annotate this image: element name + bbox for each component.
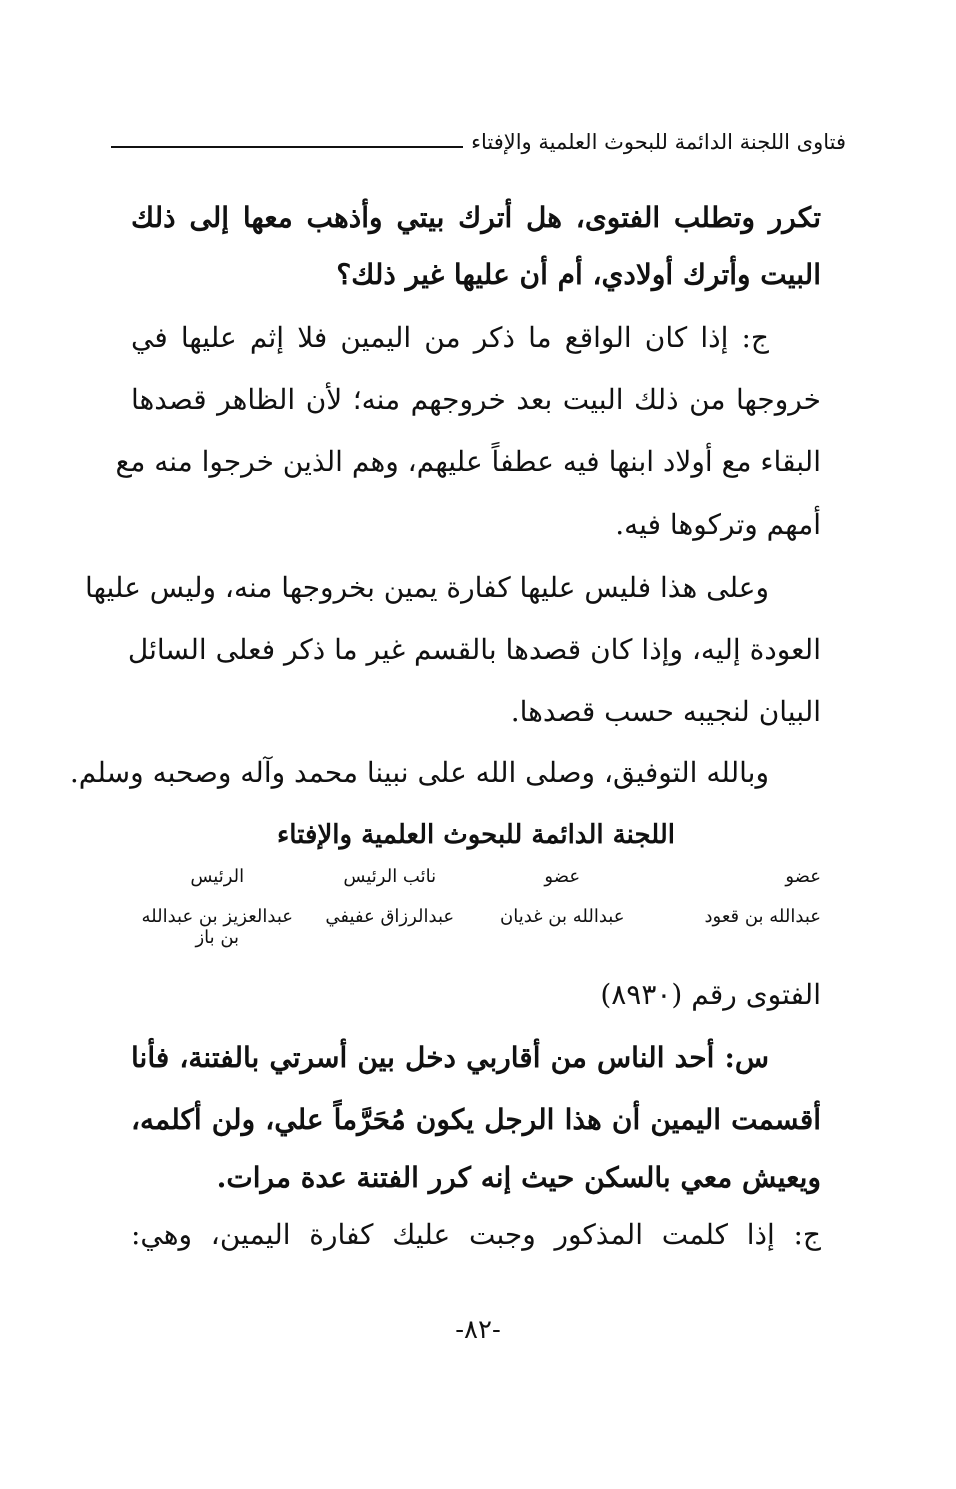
answer1-line-1: ج: إذا كان الواقع ما ذكر من اليمين فلا إثم عليها في <box>131 321 769 354</box>
question-continued-line-1: تكرر وتطلب الفتوى، هل أترك بيتي وأذهب معها إلى ذلك <box>131 201 821 234</box>
question2-line-1: س: أحد الناس من أقاربي دخل بين أسرتي بالفتنة، فأنا <box>131 1041 769 1074</box>
page-number: -٨٢- <box>455 1315 501 1345</box>
closing-prayer: وبالله التوفيق، وصلى الله على نبينا محمد وآله وصحبه وسلم. <box>69 756 769 789</box>
question2-line-3: ويعيش معي بالسكن حيث إنه كرر الفتنة عدة مرات. <box>216 1161 821 1194</box>
header-title: فتاوى اللجنة الدائمة للبحوث العلمية والإفتاء <box>471 130 846 154</box>
signatory-titles-row <box>131 866 821 887</box>
answer1-line-3: البقاء مع أولاد ابنها فيه عطفاً عليهم، وهم الذين خرجوا منه مع <box>115 445 821 478</box>
answer1-line-2: خروجها من ذلك البيت بعد خروجهم منه؛ لأن الظاهر قصدها <box>131 383 821 416</box>
answer1-cont-line-1: وعلى هذا فليس عليها كفارة يمين بخروجها منه، وليس عليها <box>85 571 769 604</box>
signatory-names-row <box>131 906 821 948</box>
signatory-name: عبدالله بن قعود <box>704 906 821 927</box>
answer1-line-4: أمهم وتركوها فيه. <box>615 508 821 541</box>
signatory-name: عبدالرزاق عفيفي <box>325 906 455 927</box>
answer1-cont-line-3: البيان لنجيبه حسب قصدها. <box>510 695 821 728</box>
signatory-name: عبدالعزيز بن عبدالله بن باز <box>141 906 294 948</box>
fatwa-number: الفتوى رقم (٨٩٣٠) <box>600 978 821 1011</box>
signatory-title: الرئيس <box>190 866 245 887</box>
signatory-title: عضو <box>785 866 821 887</box>
answer2-line-1: ج: إذا كلمت المذكور وجبت عليك كفارة اليمين، وهي: <box>131 1218 821 1251</box>
signatory-title: نائب الرئيس <box>343 866 437 887</box>
running-header <box>111 122 846 162</box>
question2-line-2: أقسمت اليمين أن هذا الرجل يكون مُحَرَّماً علي، ولن أكلمه، <box>131 1103 821 1136</box>
header-rule <box>111 146 463 148</box>
signatory-title: عضو <box>544 866 581 887</box>
signatory-name: عبدالله بن غديان <box>500 906 625 927</box>
answer1-cont-line-2: العودة إليه، وإذا كان قصدها بالقسم غير ما ذكر فعلى السائل <box>127 633 821 666</box>
committee-name: اللجنة الدائمة للبحوث العلمية والإفتاء <box>277 820 675 850</box>
question-continued-line-2: البيت وأترك أولادي، أم أن عليها غير ذلك؟ <box>336 258 821 291</box>
